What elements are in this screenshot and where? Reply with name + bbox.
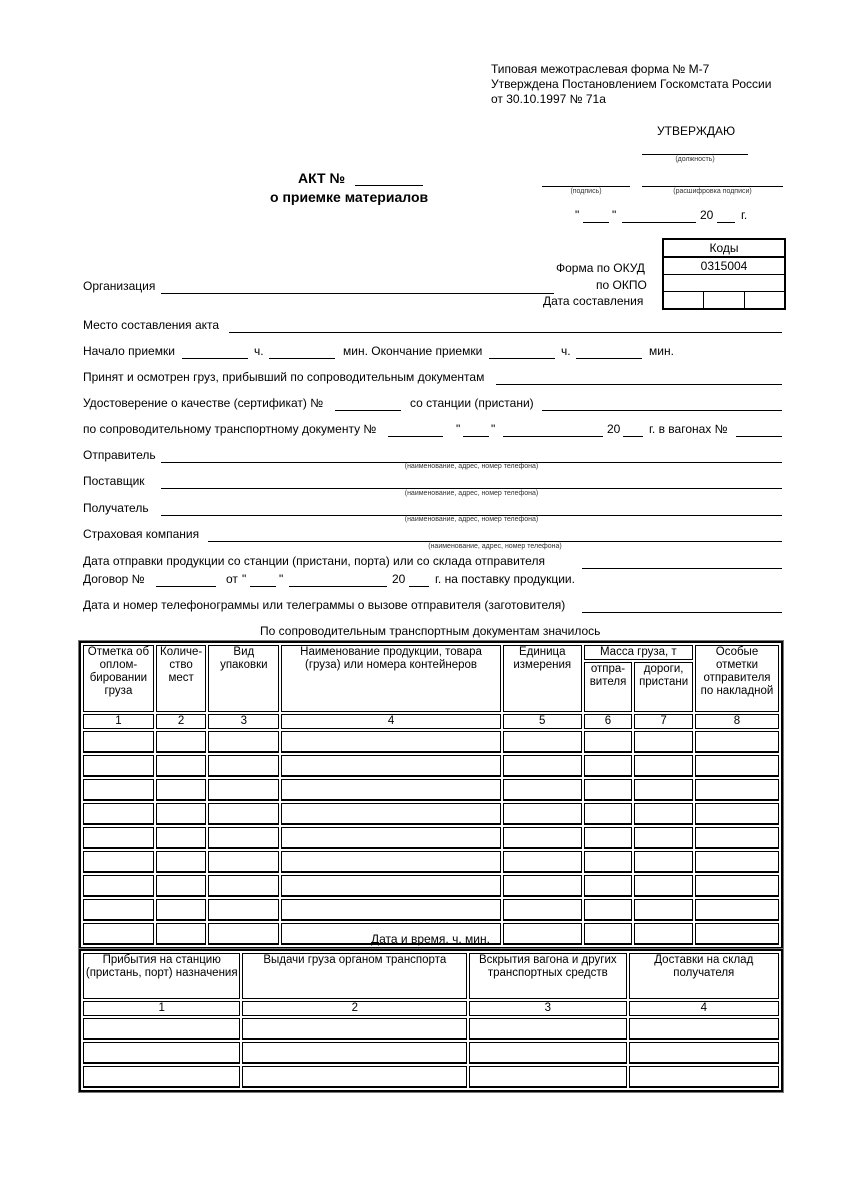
receiver-label: Получатель	[83, 501, 149, 515]
table-cell[interactable]	[83, 755, 154, 777]
table-row	[83, 731, 779, 753]
place-field[interactable]	[229, 318, 782, 333]
table-cell[interactable]	[156, 803, 207, 825]
table-cell[interactable]	[584, 731, 633, 753]
table-cell[interactable]	[634, 779, 693, 801]
table-cell[interactable]	[208, 899, 279, 921]
table-cell[interactable]	[156, 779, 207, 801]
contract-quote-open: "	[242, 572, 247, 586]
act-number-label: АКТ №	[298, 170, 346, 186]
table-cell[interactable]	[83, 731, 154, 753]
from-station-label: со станции (пристани)	[410, 396, 534, 410]
table-cell[interactable]	[695, 803, 779, 825]
column-number: 4	[281, 714, 501, 729]
ship-date-label: Дата отправки продукции со станции (пристани, порта) или со склада отправителя	[83, 554, 545, 568]
header-unit: Единица измерения	[503, 645, 582, 712]
table-row	[83, 1066, 779, 1088]
okud-code-cell[interactable]: 0315004	[664, 258, 784, 275]
signature-decode-field[interactable]	[642, 172, 783, 187]
table-row	[83, 1042, 779, 1064]
table-cell[interactable]	[208, 827, 279, 849]
transport-year-field[interactable]	[623, 422, 643, 437]
codes-box	[662, 238, 786, 310]
date-day-cell[interactable]	[664, 292, 704, 308]
signature-caption: (подпись)	[570, 188, 602, 195]
from-station-field[interactable]	[542, 396, 782, 411]
contract-month-field[interactable]	[289, 572, 387, 587]
table-row	[83, 1018, 779, 1040]
transport-month-field[interactable]	[503, 422, 603, 437]
table-cell[interactable]	[242, 1042, 467, 1064]
datetime-header: Прибытия на станцию (пристань, порт) назначения	[83, 953, 240, 999]
ship-date-field[interactable]	[582, 554, 782, 569]
table-cell[interactable]	[634, 923, 693, 945]
okud-label: Форма по ОКУД	[556, 261, 645, 275]
contract-day-field[interactable]	[250, 572, 276, 587]
table-cell[interactable]	[242, 1066, 467, 1088]
table-cell[interactable]	[156, 899, 207, 921]
table-cell[interactable]	[695, 923, 779, 945]
approve-year-prefix: 20	[700, 208, 714, 222]
accepted-field[interactable]	[496, 370, 782, 385]
table-cell[interactable]	[281, 803, 501, 825]
header-mass-sender: отпра-вителя	[584, 662, 633, 712]
table-cell[interactable]	[503, 779, 582, 801]
table-cell[interactable]	[156, 851, 207, 873]
datetime-header: Вскрытия вагона и других транспортных средств	[469, 953, 626, 999]
header-special-notes: Особые отметки отправителя по накладной	[695, 645, 779, 712]
contract-number-field[interactable]	[156, 572, 216, 587]
codes-header: Коды	[664, 240, 784, 258]
contract-year-field[interactable]	[409, 572, 429, 587]
place-label: Место составления акта	[83, 318, 220, 332]
table-cell[interactable]	[503, 923, 582, 945]
approve-month-field[interactable]	[622, 208, 696, 223]
table-cell[interactable]	[281, 851, 501, 873]
table-cell[interactable]	[156, 875, 207, 897]
table-cell[interactable]	[634, 875, 693, 897]
table-cell[interactable]	[503, 803, 582, 825]
column-number: 5	[503, 714, 582, 729]
table-cell[interactable]	[584, 779, 633, 801]
supplier-caption: (наименование, адрес, номер телефона)	[404, 490, 539, 497]
column-number: 2	[242, 1001, 467, 1016]
receiver-caption: (наименование, адрес, номер телефона)	[404, 516, 539, 523]
column-number: 7	[634, 714, 693, 729]
transport-doc-number-field[interactable]	[388, 422, 443, 437]
form-line-2: Утверждена Постановлением Госкомстата России	[491, 77, 772, 91]
contract-quote-close: "	[279, 572, 284, 586]
start-hours-unit: ч.	[254, 344, 264, 358]
table-cell[interactable]	[83, 827, 154, 849]
table-cell[interactable]	[503, 731, 582, 753]
table-cell[interactable]	[469, 1018, 626, 1040]
date-month-cell[interactable]	[704, 292, 744, 308]
organization-field[interactable]	[161, 279, 554, 294]
table-cell[interactable]	[503, 875, 582, 897]
table-cell[interactable]	[584, 827, 633, 849]
datetime-table	[79, 949, 783, 1092]
table-row	[83, 851, 779, 873]
start-minutes-field[interactable]	[269, 344, 335, 359]
table-cell[interactable]	[83, 899, 154, 921]
okpo-label: по ОКПО	[596, 278, 647, 292]
end-hours-unit: ч.	[561, 344, 571, 358]
table-cell[interactable]	[634, 899, 693, 921]
table-cell[interactable]	[695, 779, 779, 801]
table-cell[interactable]	[695, 899, 779, 921]
table-cell[interactable]	[629, 1066, 779, 1088]
table-cell[interactable]	[83, 1042, 240, 1064]
header-product-name: Наименование продукции, товара (груза) или номера контейнеров	[281, 645, 501, 712]
table-cell[interactable]	[156, 923, 207, 945]
datetime-header: Выдачи груза органом транспорта	[242, 953, 467, 999]
table-cell[interactable]	[208, 779, 279, 801]
table-cell[interactable]	[83, 1018, 240, 1040]
table-cell[interactable]	[634, 803, 693, 825]
table-cell[interactable]	[584, 755, 633, 777]
column-number: 6	[584, 714, 633, 729]
table-cell[interactable]	[281, 875, 501, 897]
table-cell[interactable]	[281, 779, 501, 801]
column-number: 8	[695, 714, 779, 729]
column-number: 3	[469, 1001, 626, 1016]
table-cell[interactable]	[695, 875, 779, 897]
approve-label: УТВЕРЖДАЮ	[657, 124, 736, 138]
table-cell[interactable]	[208, 755, 279, 777]
receiver-field[interactable]	[161, 501, 782, 516]
table-cell[interactable]	[242, 1018, 467, 1040]
column-number: 1	[83, 1001, 240, 1016]
table-row	[83, 755, 779, 777]
signature-decode-caption: (расшифровка подписи)	[673, 188, 752, 195]
table-cell[interactable]	[208, 875, 279, 897]
supplier-label: Поставщик	[83, 474, 145, 488]
table-cell[interactable]	[281, 731, 501, 753]
header-places-count: Количе-ство мест	[156, 645, 207, 712]
header-cargo-mass: Масса груза, т	[584, 645, 693, 660]
approve-date-quote-close: "	[612, 208, 617, 222]
approve-date-quote-open: "	[575, 208, 580, 222]
position-caption: (должность)	[675, 156, 715, 163]
table-cell[interactable]	[83, 779, 154, 801]
table-row	[83, 899, 779, 921]
end-label: мин. Окончание приемки	[343, 344, 483, 358]
table-cell[interactable]	[83, 803, 154, 825]
table-cell[interactable]	[156, 827, 207, 849]
transport-quote-close: "	[491, 422, 496, 436]
table-cell[interactable]	[695, 731, 779, 753]
certificate-label: Удостоверение о качестве (сертификат) №	[83, 396, 324, 410]
approve-year-field[interactable]	[717, 208, 735, 223]
header-mass-railway: дороги, пристани	[634, 662, 693, 712]
document-title: о приемке материалов	[270, 189, 429, 205]
sender-label: Отправитель	[83, 448, 156, 462]
signature-field[interactable]	[542, 172, 630, 187]
sender-caption: (наименование, адрес, номер телефона)	[404, 463, 539, 470]
column-number: 2	[156, 714, 207, 729]
position-field[interactable]	[642, 140, 748, 155]
start-label: Начало приемки	[83, 344, 175, 358]
approve-year-suffix: г.	[741, 208, 748, 222]
supplier-field[interactable]	[161, 474, 782, 489]
table-row	[83, 827, 779, 849]
table-cell[interactable]	[629, 1042, 779, 1064]
table2-caption: Дата и время, ч. мин.	[371, 932, 490, 946]
table-row	[83, 779, 779, 801]
sender-field[interactable]	[161, 448, 782, 463]
table-cell[interactable]	[634, 755, 693, 777]
table-cell[interactable]	[208, 923, 279, 945]
column-number: 1	[83, 714, 154, 729]
table-cell[interactable]	[208, 731, 279, 753]
table-cell[interactable]	[208, 851, 279, 873]
end-hours-field[interactable]	[489, 344, 555, 359]
contract-label: Договор №	[83, 572, 145, 586]
accepted-label: Принят и осмотрен груз, прибывший по сопроводительным документам	[83, 370, 485, 384]
contract-from-label: от	[226, 572, 238, 586]
table-cell[interactable]	[83, 923, 154, 945]
table-cell[interactable]	[695, 827, 779, 849]
table-cell[interactable]	[83, 875, 154, 897]
datetime-header: Доставки на склад получателя	[629, 953, 779, 999]
organization-label: Организация	[83, 279, 156, 293]
table-cell[interactable]	[503, 851, 582, 873]
act-number-field[interactable]	[355, 170, 423, 186]
table-cell[interactable]	[83, 1066, 240, 1088]
date-year-cell[interactable]	[745, 292, 784, 308]
table-cell[interactable]	[503, 827, 582, 849]
transport-year-prefix: 20	[607, 422, 621, 436]
table-cell[interactable]	[281, 755, 501, 777]
table-cell[interactable]	[469, 1066, 626, 1088]
table-cell[interactable]	[584, 851, 633, 873]
table-cell[interactable]	[584, 923, 633, 945]
approve-day-field[interactable]	[583, 208, 609, 223]
table1-caption: По сопроводительным транспортным документам значилось	[260, 624, 601, 638]
end-minutes-field[interactable]	[576, 344, 642, 359]
table-row	[83, 875, 779, 897]
table-cell[interactable]	[156, 731, 207, 753]
table-cell[interactable]	[584, 875, 633, 897]
table-cell[interactable]	[503, 899, 582, 921]
documents-table	[79, 641, 783, 949]
column-number: 4	[629, 1001, 779, 1016]
table-cell[interactable]	[281, 899, 501, 921]
table-cell[interactable]	[634, 731, 693, 753]
wagons-label: г. в вагонах №	[649, 422, 728, 436]
table-cell[interactable]	[584, 803, 633, 825]
table-cell[interactable]	[634, 851, 693, 873]
date-compiled-label: Дата составления	[543, 294, 644, 308]
contract-year-prefix: 20	[392, 572, 406, 586]
header-package-type: Вид упаковки	[208, 645, 279, 712]
transport-quote-open: "	[456, 422, 461, 436]
okpo-code-cell[interactable]	[664, 275, 784, 292]
column-number: 3	[208, 714, 279, 729]
start-hours-field[interactable]	[182, 344, 248, 359]
wagons-field[interactable]	[736, 422, 782, 437]
telegram-field[interactable]	[582, 598, 782, 613]
form-line-3: от 30.10.1997 № 71а	[491, 92, 606, 106]
insurer-field[interactable]	[208, 527, 782, 542]
table-cell[interactable]	[584, 899, 633, 921]
table-cell[interactable]	[695, 851, 779, 873]
table-cell[interactable]	[281, 827, 501, 849]
insurer-label: Страховая компания	[83, 527, 200, 541]
end-minutes-unit: мин.	[649, 344, 674, 358]
insurer-caption: (наименование, адрес, номер телефона)	[428, 543, 562, 550]
transport-doc-label: по сопроводительному транспортному документу №	[83, 422, 377, 436]
table-cell[interactable]	[208, 803, 279, 825]
table-cell[interactable]	[469, 1042, 626, 1064]
table-cell[interactable]	[156, 755, 207, 777]
transport-day-field[interactable]	[463, 422, 489, 437]
table-cell[interactable]	[629, 1018, 779, 1040]
table-cell[interactable]	[503, 755, 582, 777]
header-seal-mark: Отметка об оплом-бировании груза	[83, 645, 154, 712]
table-row	[83, 803, 779, 825]
form-line-1: Типовая межотраслевая форма № М-7	[491, 62, 710, 76]
table-cell[interactable]	[695, 755, 779, 777]
table-cell[interactable]	[83, 851, 154, 873]
certificate-field[interactable]	[335, 396, 401, 411]
date-compiled-cells	[664, 292, 784, 308]
contract-supply-label: г. на поставку продукции.	[435, 572, 575, 586]
telegram-label: Дата и номер телефонограммы или телеграммы о вызове отправителя (заготовителя)	[83, 598, 566, 612]
table-cell[interactable]	[634, 827, 693, 849]
